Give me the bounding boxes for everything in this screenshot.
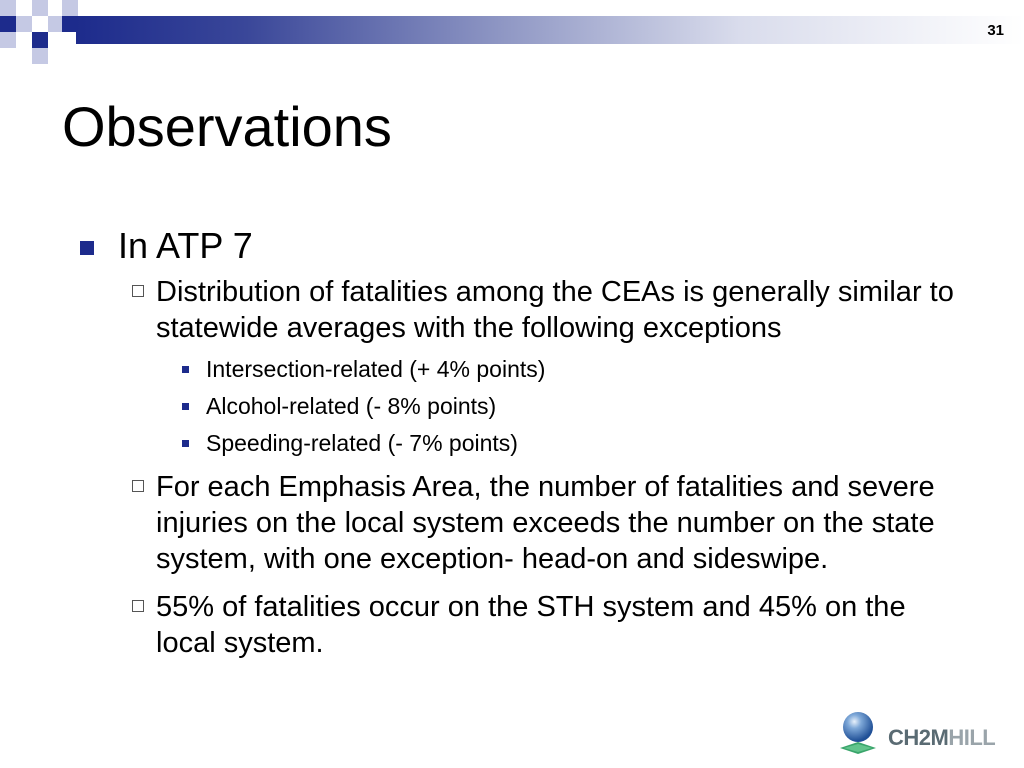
globe-icon [836, 708, 886, 760]
sub-bullet-3 [182, 429, 980, 457]
small-square-bullet-icon [182, 366, 189, 373]
bullet-item-3 [132, 589, 980, 661]
bullet-item-1-text: Distribution of fatalities among the CEAs is generally similar to statewide averages with the following exceptions [156, 276, 954, 344]
slide-title: Observations [62, 95, 392, 158]
logo-text-ch2m: CH2M [888, 725, 949, 750]
bullet-item-1 [132, 274, 980, 346]
hollow-square-bullet-icon [132, 480, 144, 492]
hollow-square-bullet-icon [132, 285, 144, 297]
sub-bullet-3-text: Speeding-related (- 7% points) [206, 430, 518, 456]
sub-bullet-2 [182, 392, 980, 420]
logo-text [888, 725, 995, 751]
small-square-bullet-icon [182, 440, 189, 447]
ch2mhill-logo [836, 708, 1016, 760]
bullet-item-2 [132, 469, 980, 577]
hollow-square-bullet-icon [132, 600, 144, 612]
logo-text-hill: HILL [948, 725, 996, 750]
header-gradient-bar [76, 16, 1024, 44]
square-bullet-icon [80, 241, 94, 255]
sub-bullet-1-text: Intersection-related (+ 4% points) [206, 356, 546, 382]
sub-bullet-2-text: Alcohol-related (- 8% points) [206, 393, 497, 419]
bullet-item-3-text: 55% of fatalities occur on the STH system and 45% on the local system. [156, 591, 906, 659]
bullet-level1 [80, 224, 980, 268]
slide-number: 31 [987, 22, 1004, 39]
sub-bullet-1 [182, 355, 980, 383]
slide-content [80, 224, 980, 661]
small-square-bullet-icon [182, 403, 189, 410]
bullet-item-2-text: For each Emphasis Area, the number of fatalities and severe injuries on the local system exceeds the number on the state system, with one exception- head-on and sideswipe. [156, 471, 935, 575]
bullet-level1-text: In ATP 7 [118, 225, 253, 266]
